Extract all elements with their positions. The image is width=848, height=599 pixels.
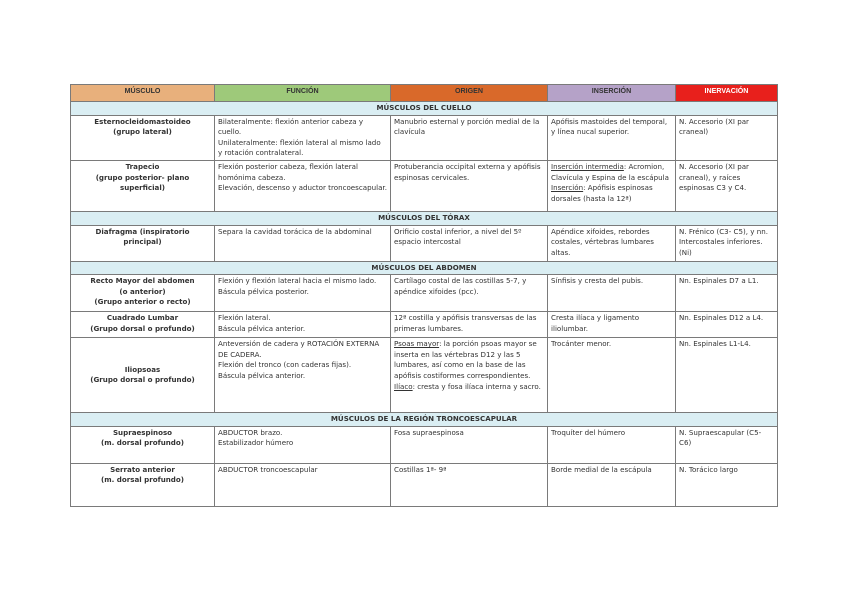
section-troncoescapular: MÚSCULOS DE LA REGIÓN TRONCOESCAPULAR [71, 413, 778, 427]
section-torax: MÚSCULOS DEL TÓRAX [71, 211, 778, 225]
insercion-label: Inserción intermedia [551, 161, 624, 171]
muscle-name [71, 160, 215, 211]
origen-cell: Protuberancia occipital externa y apófisis espinosas cervicales. [391, 160, 548, 211]
muscle-group: (m. dorsal profundo) [101, 438, 184, 448]
funcion-line: Unilateralmente: flexión lateral al mismo lado y rotación contralateral. [218, 137, 381, 158]
funcion-line: Estabilizador húmero [218, 438, 294, 448]
funcion-line: Báscula pélvica posterior. [218, 286, 309, 296]
table-row [71, 463, 778, 506]
funcion-line: Flexión del tronco (con caderas fijas). [218, 360, 352, 370]
inervacion-cell: Nn. Espinales D7 a L1. [676, 275, 778, 312]
inervacion-cell: N. Accesorio (XI par craneal) [676, 115, 778, 160]
origen-text: : la porción psoas mayor se inserta en las vértebras D12 y las 5 lumbares, así como en la base de las apófisis costiformes correspondientes. [394, 339, 537, 380]
origen-cell: Fosa supraespinosa [391, 426, 548, 463]
insercion-text: : Acromion, Clavícula y Espina de la escápula [551, 161, 669, 182]
insercion-line [551, 183, 672, 204]
muscle-name-line: Supraespinoso [112, 427, 173, 437]
funcion-line: ABDUCTOR brazo. [218, 427, 283, 437]
funcion-cell [215, 115, 391, 160]
inervacion-cell: N. Supraescapular (C5- C6) [676, 426, 778, 463]
header-musculo: MÚSCULO [71, 85, 215, 102]
origen-cell: 12ª costilla y apófisis transversas de las primeras lumbares. [391, 312, 548, 338]
origen-text: : cresta y fosa ilíaca interna y sacro. [412, 381, 541, 391]
funcion-line: Flexión posterior cabeza, flexión lateral homónima cabeza. [218, 161, 358, 182]
muscle-name-line: Esternocleidomastoideo [94, 116, 191, 126]
muscle-name-line: Trapecio [125, 161, 160, 171]
origen-cell [391, 338, 548, 413]
inervacion-cell: N. Frénico (C3- C5), y nn. Intercostales inferiores. (Ni) [676, 225, 778, 261]
funcion-line: Bilateralmente: flexión anterior cabeza y cuello. [218, 116, 364, 137]
insercion-line [551, 162, 672, 183]
insercion-label: Inserción [551, 183, 584, 193]
inervacion-cell: Nn. Espinales D12 a L4. [676, 312, 778, 338]
muscle-group: principal) [123, 237, 162, 247]
section-row [71, 211, 778, 225]
table-row [71, 225, 778, 261]
muscle-group: (Grupo anterior o recto) [94, 297, 191, 307]
muscle-name [71, 463, 215, 506]
muscle-name [71, 275, 215, 312]
funcion-cell: Separa la cavidad torácica de la abdominal [215, 225, 391, 261]
muscle-group: (o anterior) [119, 286, 166, 296]
insercion-cell: Apéndice xifoides, rebordes costales, vértebras lumbares altas. [548, 225, 676, 261]
muscles-table [70, 84, 778, 507]
table-header-row [71, 85, 778, 102]
funcion-line: Flexión lateral. [218, 313, 271, 323]
section-row [71, 261, 778, 275]
muscle-group: (grupo lateral) [113, 127, 172, 137]
inervacion-cell: N. Torácico largo [676, 463, 778, 506]
muscle-group: superficial) [119, 183, 165, 193]
muscle-name-line: Recto Mayor del abdomen [90, 276, 195, 286]
muscle-group: (Grupo dorsal o profundo) [90, 323, 195, 333]
muscle-name-line: Serrato anterior [110, 464, 175, 474]
muscle-name-line: Iliopsoas [124, 364, 161, 374]
insercion-cell: Borde medial de la escápula [548, 463, 676, 506]
muscle-name [71, 312, 215, 338]
funcion-cell: ABDUCTOR troncoescapular [215, 463, 391, 506]
table-row [71, 115, 778, 160]
section-row [71, 102, 778, 116]
origen-cell: Manubrio esternal y porción medial de la clavícula [391, 115, 548, 160]
funcion-cell [215, 275, 391, 312]
header-origen: ORIGEN [391, 85, 548, 102]
header-funcion: FUNCIÓN [215, 85, 391, 102]
funcion-cell [215, 160, 391, 211]
insercion-cell: Cresta ilíaca y ligamento iliolumbar. [548, 312, 676, 338]
inervacion-cell: N. Accesorio (XI par craneal), y raíces espinosas C3 y C4. [676, 160, 778, 211]
muscle-name-line: Cuadrado Lumbar [106, 313, 179, 323]
insercion-cell: Trocánter menor. [548, 338, 676, 413]
header-insercion: INSERCIÓN [548, 85, 676, 102]
muscle-name [71, 225, 215, 261]
muscle-name-line: Diafragma (inspiratorio [95, 226, 190, 236]
muscle-name [71, 115, 215, 160]
origen-cell: Costillas 1ª- 9ª [391, 463, 548, 506]
header-inervacion: INERVACIÓN [676, 85, 778, 102]
table-row [71, 426, 778, 463]
table-row [71, 160, 778, 211]
table-row [71, 312, 778, 338]
funcion-line: Flexión y flexión lateral hacia el mismo lado. [218, 276, 377, 286]
funcion-line: Anteversión de cadera y ROTACIÓN EXTERNA DE CADERA. [218, 339, 380, 359]
origen-label: Psoas mayor [394, 339, 440, 349]
origen-cell: Cartílago costal de las costillas 5-7, y apéndice xifoides (pcc). [391, 275, 548, 312]
funcion-line: Báscula pélvica anterior. [218, 323, 306, 333]
section-cuello: MÚSCULOS DEL CUELLO [71, 102, 778, 116]
funcion-cell [215, 338, 391, 413]
funcion-cell [215, 426, 391, 463]
funcion-cell [215, 312, 391, 338]
origen-label: Ilíaco [394, 381, 413, 391]
muscle-group: (grupo posterior- plano [95, 172, 190, 182]
muscle-group: (m. dorsal profundo) [101, 475, 184, 485]
insercion-text: : Apófisis espinosas dorsales (hasta la 12ª) [551, 183, 653, 203]
muscle-name [71, 426, 215, 463]
muscle-name [71, 338, 215, 413]
insercion-cell: Troquíter del húmero [548, 426, 676, 463]
origen-line [394, 382, 544, 393]
muscle-group: (Grupo dorsal o profundo) [90, 375, 195, 385]
origen-line [394, 339, 544, 381]
funcion-line: Elevación, descenso y aductor troncoescapular. [218, 183, 387, 193]
table-row [71, 338, 778, 413]
funcion-line: Báscula pélvica anterior. [218, 370, 306, 380]
origen-cell: Orificio costal inferior, a nivel del 5º espacio intercostal [391, 225, 548, 261]
inervacion-cell: Nn. Espinales L1-L4. [676, 338, 778, 413]
section-row [71, 413, 778, 427]
insercion-cell: Apófisis mastoides del temporal, y línea nucal superior. [548, 115, 676, 160]
insercion-cell [548, 160, 676, 211]
insercion-cell: Sínfisis y cresta del pubis. [548, 275, 676, 312]
section-abdomen: MÚSCULOS DEL ABDOMEN [71, 261, 778, 275]
table-row [71, 275, 778, 312]
